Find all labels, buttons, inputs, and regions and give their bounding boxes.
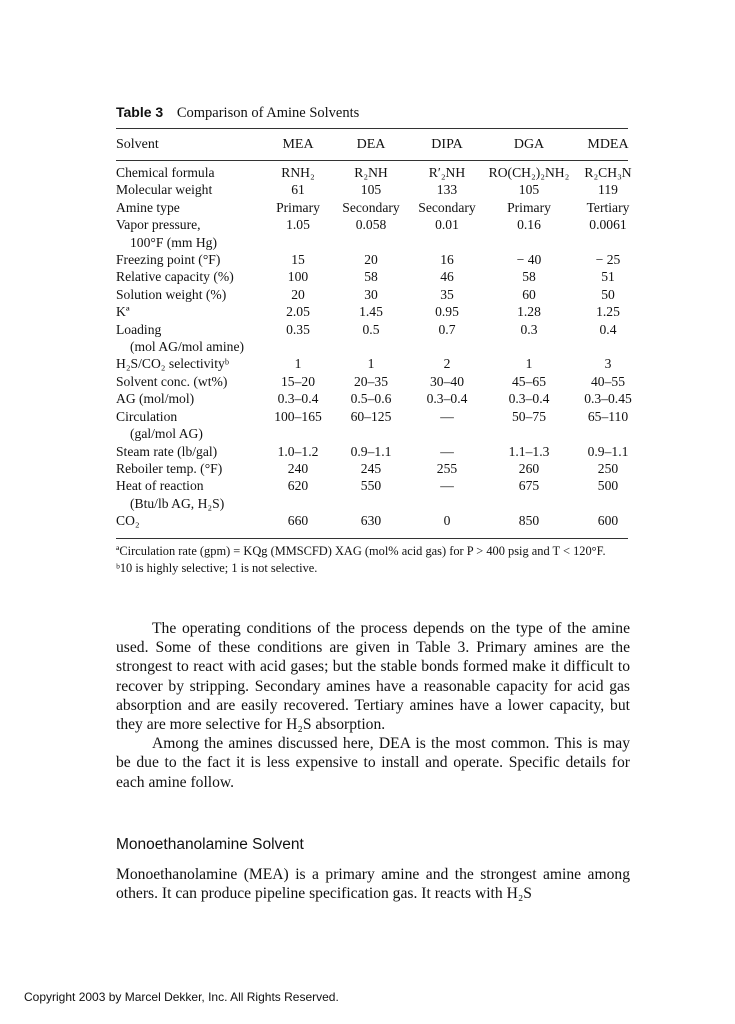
row-label: AG (mol/mol) [116, 391, 195, 407]
table-cell: 0.5 [362, 321, 380, 337]
table-cell: RNH₂ [281, 165, 315, 180]
table-cell: 240 [287, 460, 309, 476]
table-cell [412, 495, 482, 512]
table-row [116, 216, 640, 233]
table-cell: 1 [367, 356, 375, 372]
section-paragraph [116, 865, 630, 903]
table-cell [330, 234, 412, 251]
footnote-b: ᵇ10 is highly selective; 1 is not selective. [116, 560, 318, 575]
table-cell: Primary [276, 199, 320, 215]
table-row [116, 181, 640, 198]
table-bottom-rule [116, 538, 628, 539]
table-cell: 0 [443, 513, 451, 529]
table-cell: 60 [522, 286, 536, 302]
table-cell: − 40 [516, 252, 542, 268]
table-cell: 20 [291, 286, 305, 302]
table-caption [116, 104, 628, 122]
row-label: Solvent conc. (wt%) [116, 373, 228, 389]
row-label: 100°F (mm Hg) [130, 234, 217, 250]
table-cell: 0.3–0.4 [277, 391, 319, 407]
table-cell: 100–165 [274, 408, 322, 424]
table-cell [412, 425, 482, 442]
table-cell: 660 [287, 513, 309, 529]
row-label: (mol AG/mol amine) [130, 339, 245, 355]
table-row [116, 460, 640, 477]
table-cell: 35 [440, 286, 454, 302]
table-cell: 0.5–0.6 [350, 391, 392, 407]
table-cell [482, 495, 576, 512]
table-cell: 0.9–1.1 [587, 443, 629, 459]
table-cell: 500 [597, 478, 619, 494]
table-cell: 0.9–1.1 [350, 443, 392, 459]
body-paragraph-2: Among the amines discussed here, DEA is the most common. This is may be due to the fact it is less expensive to install and operate. Specific details for each amine follow. [116, 735, 630, 791]
table-cell: 250 [597, 460, 619, 476]
footnote-a: ªCirculation rate (gpm) = KQg (MMSCFD) XAG (mol% acid gas) for P > 400 psig and T < 120°F. [116, 544, 606, 558]
table-cell: 46 [440, 269, 454, 285]
table-row [116, 303, 640, 320]
table-cell: 0.7 [438, 321, 456, 337]
row-label: Solution weight (%) [116, 286, 227, 302]
table-row [116, 512, 640, 529]
table-cell: 1.05 [286, 217, 310, 233]
row-label: Steam rate (lb/gal) [116, 443, 218, 459]
table-row [116, 425, 640, 442]
table-cell: 40–55 [591, 373, 625, 389]
table-cell: 51 [601, 269, 615, 285]
table-cell: RO(CH₂)₂NH₂ [488, 165, 570, 180]
table-title: Comparison of Amine Solvents [176, 105, 360, 121]
table-cell: 0.058 [355, 217, 387, 233]
table-cell [482, 425, 576, 442]
table-cell: 600 [597, 513, 619, 529]
row-label: H₂S/CO₂ selectivityᵇ [116, 356, 229, 372]
table-cell: 0.3–0.4 [508, 391, 550, 407]
table-cell: 2.05 [286, 304, 310, 320]
table-cell: 245 [360, 460, 382, 476]
table-cell [330, 425, 412, 442]
table-row [116, 164, 640, 181]
table-cell: 850 [518, 513, 540, 529]
table-cell: 58 [364, 269, 378, 285]
table-row [116, 495, 640, 512]
table-cell: 3 [604, 356, 612, 372]
table-cell: R′₂NH [428, 165, 466, 180]
table-cell: 0.35 [286, 321, 310, 337]
table-cell: 0.3 [520, 321, 538, 337]
table-cell: 15–20 [281, 373, 315, 389]
table-cell: 20–35 [354, 373, 388, 389]
table-header [116, 137, 640, 153]
row-label: Freezing point (°F) [116, 252, 221, 268]
table-cell: 0.4 [599, 321, 617, 337]
table-cell: 0.01 [435, 217, 459, 233]
table-row [116, 355, 640, 372]
row-label: Heat of reaction [116, 478, 204, 494]
table-label: Table 3 [116, 104, 164, 120]
table-cell: 1 [525, 356, 533, 372]
table-row [116, 338, 640, 355]
table-cell: 50–75 [512, 408, 546, 424]
table-cell [266, 425, 330, 442]
table-cell [266, 338, 330, 355]
header-dipa: DIPA [431, 137, 463, 152]
table-cell [266, 234, 330, 251]
table-row [116, 408, 640, 425]
body-paragraph-1: The operating conditions of the process depends on the type of the amine used. Some of these conditions are given in Table 3. Primary amines are the strongest to react with acid gases; but the stable bonds formed make it difficult to recover by stripping. Secondary amines have a reasonable capacity for acid gas absorption and are easily recovered. Tertiary amines have a lower capacity, but they are more selective for H₂S absorption. [116, 620, 630, 734]
table-cell: 1.0–1.2 [277, 443, 319, 459]
table-cell [330, 338, 412, 355]
table-cell: 16 [440, 252, 454, 268]
table-cell: 255 [436, 460, 458, 476]
table-row [116, 234, 640, 251]
row-label: Kª [116, 304, 130, 320]
row-label: (gal/mol AG) [130, 426, 203, 442]
table-cell: 100 [287, 269, 309, 285]
header-dga: DGA [513, 137, 545, 152]
table-cell [412, 338, 482, 355]
header-mdea: MDEA [587, 137, 629, 152]
table-cell: 0.3–0.45 [584, 391, 632, 407]
table-cell: − 25 [595, 252, 621, 268]
table-cell: 2 [443, 356, 451, 372]
table-row [116, 373, 640, 390]
table-cell: 0.95 [435, 304, 459, 320]
row-label: (Btu/lb AG, H₂S) [130, 495, 225, 511]
table-cell: — [440, 408, 454, 424]
table-cell [330, 495, 412, 512]
header-dea: DEA [356, 137, 386, 152]
table-cell [576, 234, 640, 251]
table-row [116, 390, 640, 407]
table-row [116, 477, 640, 494]
table-cell: 620 [287, 478, 309, 494]
table-cell: 60–125 [350, 408, 392, 424]
amine-comparison-table [116, 164, 640, 530]
table-cell: — [440, 443, 454, 459]
table-cell: 1.1–1.3 [508, 443, 550, 459]
table-cell: 65–110 [587, 408, 629, 424]
table-cell: 105 [518, 182, 540, 198]
table-row [116, 251, 640, 268]
table-cell: Secondary [418, 199, 476, 215]
table-cell [412, 234, 482, 251]
table-cell: R₂NH [354, 165, 388, 180]
section-paragraph-text: Monoethanolamine (MEA) is a primary amine and the strongest amine among others. It can produce pipeline specification gas. It reacts with H₂S [116, 866, 630, 903]
table-cell: 1.25 [596, 304, 620, 320]
row-label: Amine type [116, 199, 180, 215]
table-cell: R₂CH₃N [584, 165, 632, 180]
table-cell: — [440, 478, 454, 494]
table-cell: 45–65 [512, 373, 546, 389]
header-solvent: Solvent [116, 137, 159, 152]
table-cell: 0.0061 [589, 217, 627, 233]
copyright-footer: Copyright 2003 by Marcel Dekker, Inc. All Rights Reserved. [24, 990, 339, 1004]
table-cell: 0.3–0.4 [426, 391, 468, 407]
table-cell: 15 [291, 252, 305, 268]
table-cell: 133 [436, 182, 458, 198]
table-cell: 0.16 [517, 217, 541, 233]
row-label: Vapor pressure, [116, 217, 201, 233]
row-label: Chemical formula [116, 165, 215, 180]
table-row [116, 286, 640, 303]
table-cell: 105 [360, 182, 382, 198]
table-cell: 61 [291, 182, 305, 198]
table-footnotes [116, 543, 630, 576]
table-cell: Tertiary [586, 199, 630, 215]
table-top-rule [116, 128, 628, 129]
table-cell: 30–40 [430, 373, 464, 389]
table-row [116, 321, 640, 338]
table-cell: 50 [601, 286, 615, 302]
table-row [116, 199, 640, 216]
table-cell [576, 495, 640, 512]
table-cell: 30 [364, 286, 378, 302]
row-label: Loading [116, 321, 162, 337]
row-label: Relative capacity (%) [116, 269, 234, 285]
table-cell: 260 [518, 460, 540, 476]
table-cell: 630 [360, 513, 382, 529]
table-cell: 1.28 [517, 304, 541, 320]
table-cell: 58 [522, 269, 536, 285]
table-header-rule [116, 160, 628, 161]
table-row [116, 443, 640, 460]
table-cell: 550 [360, 478, 382, 494]
table-cell: 119 [598, 182, 618, 198]
row-label: Reboiler temp. (°F) [116, 460, 223, 476]
table-cell: 1.45 [359, 304, 383, 320]
table-cell [482, 338, 576, 355]
table-cell: Secondary [342, 199, 400, 215]
table-cell: 675 [518, 478, 540, 494]
table-row [116, 268, 640, 285]
table-cell [576, 425, 640, 442]
table-cell: Primary [507, 199, 551, 215]
header-mea: MEA [282, 137, 314, 152]
table-cell: 1 [294, 356, 302, 372]
table-cell [482, 234, 576, 251]
body-text [116, 619, 630, 792]
row-label: Circulation [116, 408, 178, 424]
row-label: CO₂ [116, 513, 140, 529]
table-cell: 20 [364, 252, 378, 268]
table-cell [576, 338, 640, 355]
row-label: Molecular weight [116, 182, 213, 198]
section-heading: Monoethanolamine Solvent [116, 836, 304, 853]
table-cell [266, 495, 330, 512]
